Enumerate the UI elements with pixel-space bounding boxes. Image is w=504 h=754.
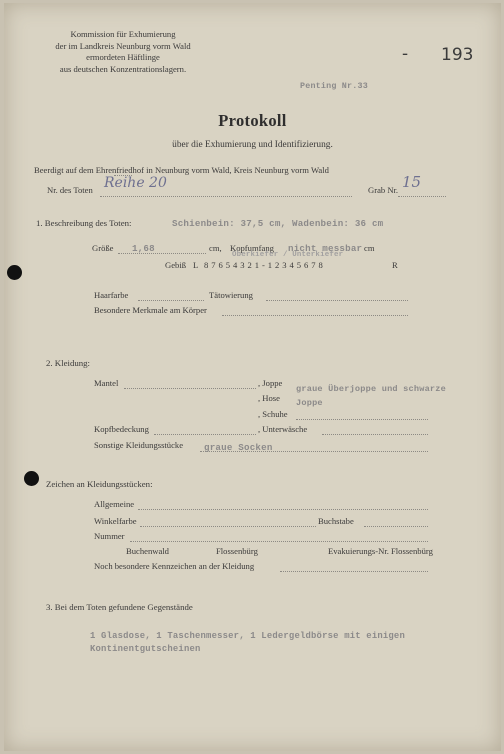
- winkelfarbe-label: Winkelfarbe: [94, 516, 137, 526]
- merkmale-label: Besondere Merkmale am Körper: [94, 305, 207, 315]
- punch-hole-bottom: [24, 471, 39, 486]
- section2-heading: 2. Kleidung:: [46, 358, 90, 368]
- joppe-label: , Joppe: [258, 378, 283, 388]
- grab-value: 15: [402, 173, 422, 191]
- grab-label: Grab Nr.: [368, 185, 399, 195]
- nummer-label: Nummer: [94, 531, 125, 541]
- gebiss-left: L: [193, 260, 199, 270]
- org-line-2: der im Landkreis Neunburg vorm Wald: [55, 40, 191, 51]
- unterwaesche-label: , Unterwäsche: [258, 424, 308, 434]
- gebiss-numbers: 8 7 6 5 4 3 2 1 - 1 2 3 4 5 6 7 8: [204, 260, 324, 270]
- flossenbuerg-label: Flossenbürg: [216, 546, 258, 556]
- unterwaesche-dots: [322, 434, 428, 435]
- kopfumfang-label: Kopfumfang: [230, 243, 274, 253]
- groesse-label: Größe: [92, 243, 114, 253]
- sonstige-dots: [200, 451, 428, 452]
- commission-header: [48, 29, 198, 75]
- buchstabe-label: Buchstabe: [318, 516, 354, 526]
- penting-stamp: Penting Nr.33: [300, 81, 368, 91]
- items-line-2: Kontinentgutscheinen: [90, 644, 201, 654]
- joppe-value: graue Überjoppe und schwarze: [296, 384, 446, 394]
- punch-hole-top: [7, 265, 22, 280]
- groesse-value: 1,68: [132, 243, 155, 254]
- mantel-label: Mantel: [94, 378, 119, 388]
- section3-heading: 3. Bei dem Toten gefundene Gegenstände: [46, 602, 193, 612]
- schuhe-label: , Schuhe: [258, 409, 288, 419]
- grab-dots: [398, 196, 446, 197]
- allgemeine-dots: [138, 509, 428, 510]
- kennzeichen-label: Noch besondere Kennzeichen an der Kleidung: [94, 561, 255, 571]
- org-line-1: Kommission für Exhumierung: [70, 29, 176, 39]
- evak-label: Evakuierungs-Nr. Flossenbürg: [328, 546, 433, 556]
- description-value: Schienbein: 37,5 cm, Wadenbein: 36 cm: [172, 218, 384, 229]
- kopfbedeckung-label: Kopfbedeckung: [94, 424, 149, 434]
- kopfbedeckung-dots: [154, 434, 256, 435]
- sonstige-value: graue Socken: [204, 442, 273, 453]
- page-subtitle: über die Exhumierung und Identifizierung.: [172, 140, 333, 150]
- burial-line: Beerdigt auf dem Ehrenfriedhof in Neunburg vorm Wald, Kreis Neunburg vorm Wald: [34, 165, 329, 175]
- taetowierung-label: Tätowierung: [209, 290, 253, 300]
- cm2-label: cm: [364, 243, 375, 253]
- taetowierung-dots: [266, 300, 408, 301]
- haarfarbe-label: Haarfarbe: [94, 290, 129, 300]
- page-mark: -: [402, 43, 409, 64]
- nr-value: Reihe 20: [104, 175, 167, 191]
- winkelfarbe-dots: [140, 526, 316, 527]
- protocol-page: [4, 3, 501, 751]
- buchenwald-label: Buchenwald: [126, 546, 169, 556]
- section1-heading: 1. Beschreibung des Toten:: [36, 218, 132, 228]
- haarfarbe-dots: [138, 300, 204, 301]
- schuhe-dots: [296, 419, 428, 420]
- hose-label: , Hose: [258, 393, 280, 403]
- kennzeichen-dots: [280, 571, 428, 572]
- page-title: Protokoll: [218, 111, 287, 130]
- nr-dots: [100, 196, 352, 197]
- gebiss-marks: Oberkiefer / Unterkiefer: [232, 251, 344, 259]
- merkmale-dots: [222, 315, 408, 316]
- kopfumfang-value: nicht messbar: [288, 243, 363, 254]
- sonstige-label: Sonstige Kleidungsstücke: [94, 440, 184, 450]
- gebiss-right: R: [392, 260, 398, 270]
- hose-value: Joppe: [296, 398, 323, 408]
- mantel-dots: [124, 388, 256, 389]
- allgemeine-label: Allgemeine: [94, 499, 135, 509]
- groesse-dots: [118, 253, 206, 254]
- nummer-dots: [130, 541, 428, 542]
- org-line-3: ermordeten Häftlinge: [86, 52, 160, 63]
- buchstabe-dots: [364, 526, 428, 527]
- page-number: 193: [441, 45, 474, 65]
- org-line-4: aus deutschen Konzentrationslagern.: [59, 63, 187, 74]
- cm-label: cm,: [209, 243, 222, 253]
- gebiss-label: Gebiß: [165, 260, 187, 270]
- nr-label: Nr. des Toten: [47, 185, 93, 195]
- zeichen-heading: Zeichen an Kleidungsstücken:: [46, 479, 153, 489]
- items-line-1: 1 Glasdose, 1 Taschenmesser, 1 Ledergeldbörse mit einigen: [90, 631, 405, 641]
